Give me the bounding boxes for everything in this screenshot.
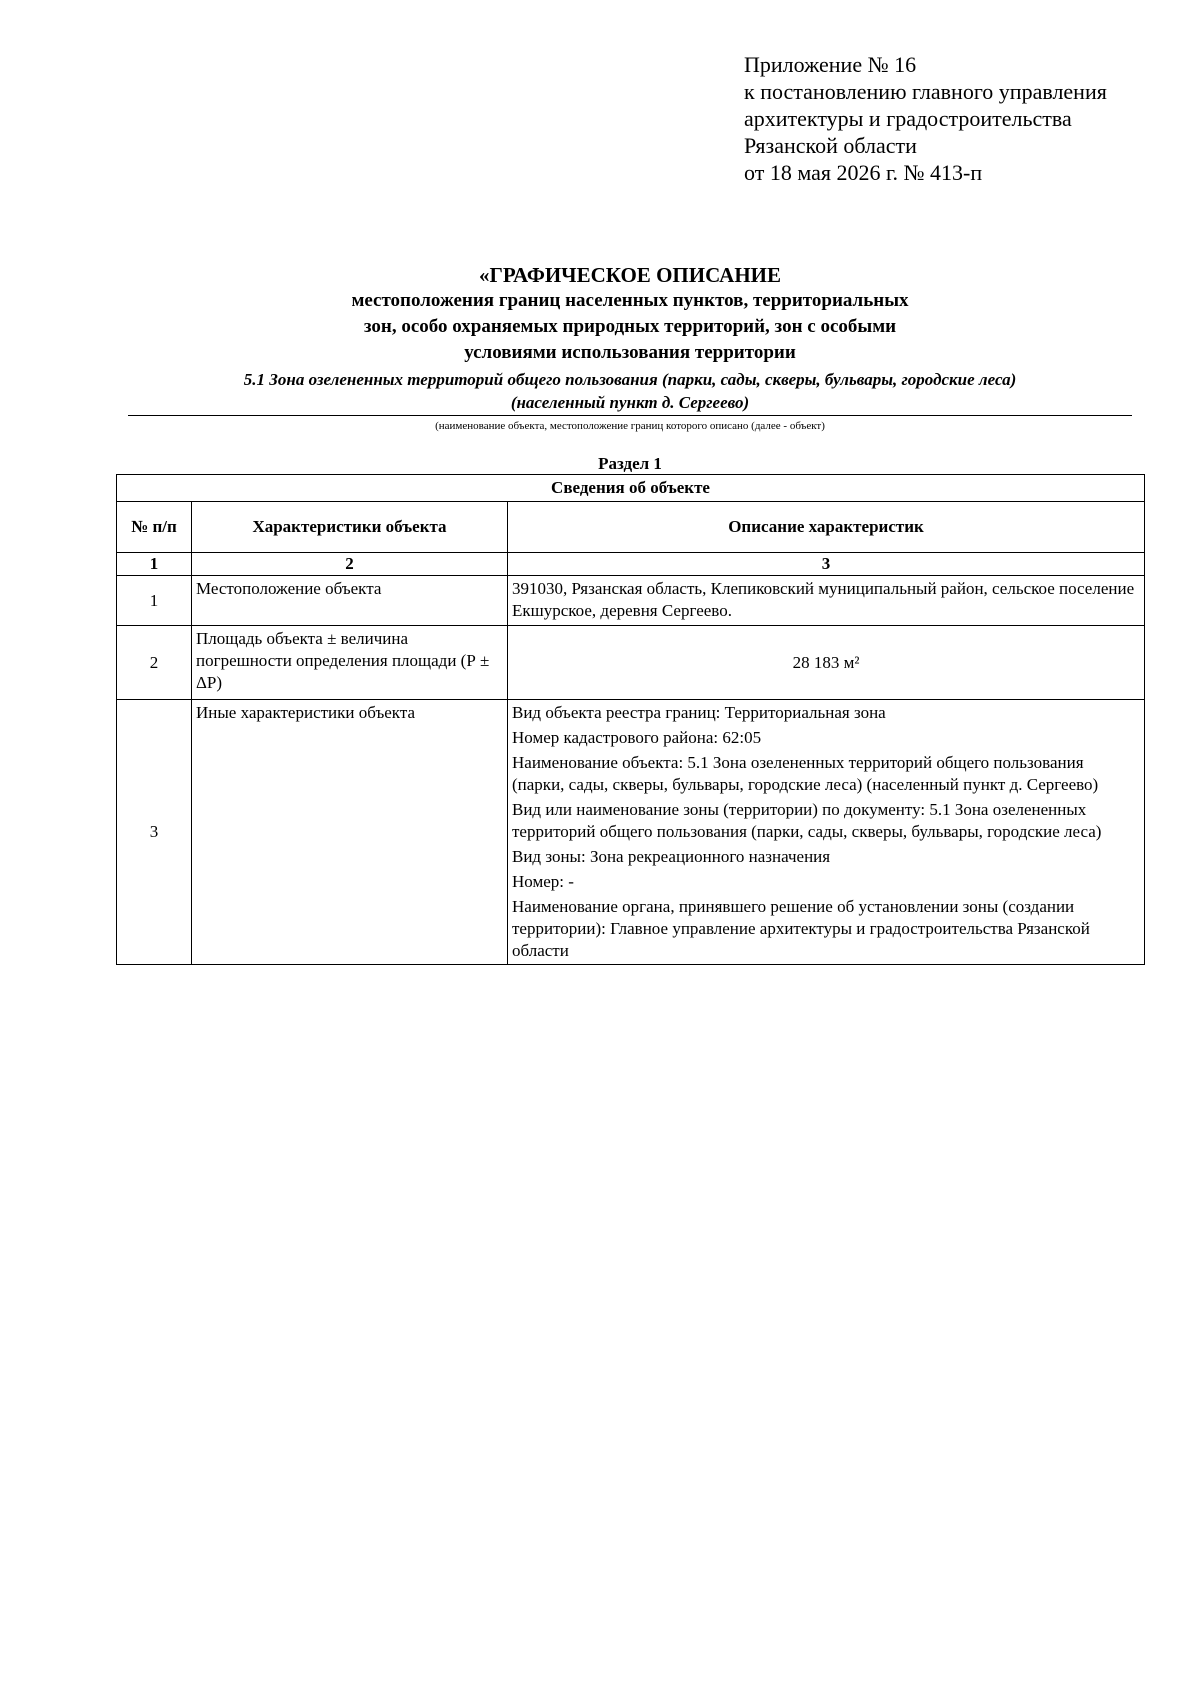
description-line: Вид зоны: Зона рекреационного назначения (512, 847, 831, 866)
description-line: Наименование органа, принявшего решение об установлении зоны (создании территории): Главное управление архитектуры и градостроительства Рязанской области (512, 897, 1090, 960)
row-characteristic: Местоположение объекта (192, 576, 508, 626)
table-row (117, 576, 1145, 626)
column-number: 3 (508, 553, 1145, 576)
title-sub-line: условиями использования территории (464, 342, 796, 363)
title-sub-line: зон, особо охраняемых природных территорий, зон с особыми (363, 316, 897, 337)
table-row (117, 626, 1145, 700)
description-line: Номер кадастрового района: 62:05 (512, 728, 762, 747)
description-line: 28 183 м² (792, 652, 860, 672)
column-number: 1 (117, 553, 192, 576)
description-line: Номер: - (512, 872, 574, 891)
object-name-line: 5.1 Зона озелененных территорий общего пользования (парки, сады, скверы, бульвары, городские леса) (243, 370, 1017, 389)
section-label: Раздел 1 (598, 454, 662, 473)
row-num: 2 (117, 626, 192, 700)
description-line: 391030, Рязанская область, Клепиковский муниципальный район, сельское поселение Екшурское, деревня Сергеево. (512, 579, 1135, 620)
row-description (508, 626, 1145, 700)
object-name-line: (населенный пункт д. Сергеево) (510, 393, 750, 412)
object-name (128, 368, 1132, 414)
row-description (508, 700, 1145, 965)
appendix-line: архитектуры и градостроительства (744, 106, 1072, 131)
title-sub-line: местоположения границ населенных пунктов, территориальных (351, 290, 909, 311)
appendix-line: от 18 мая 2026 г. № 413-п (744, 160, 983, 185)
row-description (508, 576, 1145, 626)
description-line: Вид объекта реестра границ: Территориальная зона (512, 703, 886, 722)
object-name-underline (128, 415, 1132, 416)
column-numbers-row (117, 553, 1145, 576)
row-num: 3 (117, 700, 192, 965)
appendix-line: Приложение № 16 (744, 52, 917, 77)
header-characteristic: Характеристики объекта (192, 502, 508, 553)
description-line: Наименование объекта: 5.1 Зона озелененных территорий общего пользования (парки, сады, скверы, бульвары, городские леса) (населенный пункт д. Сергеево) (512, 753, 1099, 794)
table-row (117, 700, 1145, 965)
column-number: 2 (192, 553, 508, 576)
document-title (0, 262, 1200, 366)
row-characteristic: Площадь объекта ± величина погрешности определения площади (Р ± ΔР) (192, 626, 508, 700)
appendix-line: к постановлению главного управления (744, 79, 1107, 104)
header-num: № п/п (117, 502, 192, 553)
title-main: «ГРАФИЧЕСКОЕ ОПИСАНИЕ (478, 263, 782, 287)
appendix-line: Рязанской области (744, 133, 917, 158)
object-name-caption: (наименование объекта, местоположение границ которого описано (далее - объект) (435, 420, 825, 432)
table-caption: Сведения об объекте (117, 475, 1145, 502)
row-characteristic: Иные характеристики объекта (192, 700, 508, 965)
row-num: 1 (117, 576, 192, 626)
object-info-table (116, 474, 1145, 965)
appendix-block (744, 51, 1184, 186)
description-line: Вид или наименование зоны (территории) по документу: 5.1 Зона озелененных территорий общего пользования (парки, сады, скверы, бульвары, городские леса) (512, 800, 1102, 841)
header-description: Описание характеристик (508, 502, 1145, 553)
